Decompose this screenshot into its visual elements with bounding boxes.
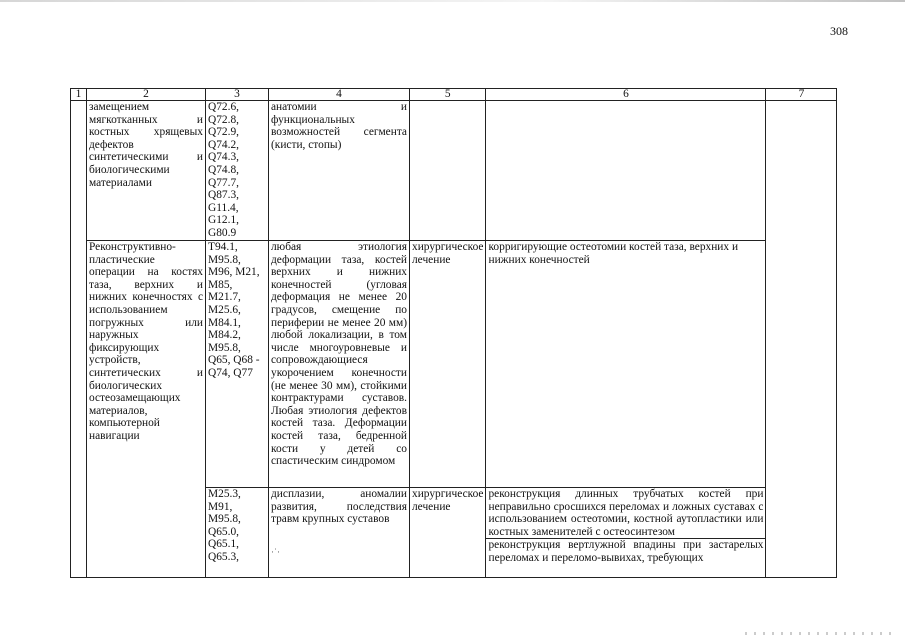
icd-code: Q65.1,: [208, 538, 240, 551]
icd-code: Q72.8,: [208, 113, 240, 126]
icd-code: M95.8,: [208, 253, 241, 266]
treatment-method-cell: [486, 488, 766, 578]
icd-code: Q74.2,: [208, 138, 240, 151]
table-header-row: [71, 89, 837, 101]
icd-code: G12.1,: [208, 214, 240, 227]
header-cell: 6: [486, 89, 766, 101]
treatment-method-cell: корригирующие остеотомии костей таза, верхних и нижних конечностей: [486, 241, 766, 488]
icd-code: M21.7,: [208, 291, 241, 304]
icd-code: Q74.3,: [208, 151, 240, 164]
icd-code: T94.1,: [208, 241, 238, 253]
patient-model-cell: любая этиология деформации таза, костей верхних и нижних конечностей (угловая деформация не менее 20 градусов, смещение по периферии не менее 20 мм) любой локализации, в том числе многоуровневые и сопровождающиеся укорочением конечности (не менее 30 мм), стойкими контрактурами суставов. Любая этиология дефектов костей таза. Деформации костей таза, бедренной кости у детей со спастическим синдромом: [269, 241, 410, 488]
header-cell: 2: [87, 89, 206, 101]
icd-code: M91,: [208, 500, 233, 513]
table-row: [71, 101, 837, 241]
page-number: 308: [830, 24, 848, 38]
patient-model-cell: дисплазии, аномалии развития, последствия травм крупных суставов: [269, 488, 410, 578]
table-row: [71, 241, 837, 488]
icd-code: M84.1,: [208, 316, 241, 329]
scan-edge-specks: [745, 632, 895, 635]
icd-code: G80.9: [208, 226, 237, 239]
icd-code: Q77.7,: [208, 176, 240, 189]
header-cell: 4: [269, 89, 410, 101]
icd-code: M96, M21,: [208, 266, 260, 279]
icd-codes-cell: [206, 488, 269, 578]
icd-code: Q72.6,: [208, 101, 240, 113]
treatment-type-cell: хирургическое лечение: [410, 488, 486, 578]
scan-speck: ·˙·: [271, 547, 280, 557]
header-cell: 7: [766, 89, 837, 101]
row-number-cell: [71, 101, 87, 578]
icd-code: M84.2,: [208, 329, 241, 342]
icd-code: G11.4,: [208, 201, 239, 214]
icd-code: Q65.0,: [208, 525, 240, 538]
icd-code: Q72.9,: [208, 126, 240, 139]
icd-code: M85,: [208, 278, 233, 291]
patient-model-cell: анатомии и функциональных возможностей сегмента (кисти, стопы): [269, 101, 410, 241]
icd-code: Q87.3,: [208, 189, 240, 202]
method-name-cell: замещением мягкотканных и костных хрящевых дефектов синтетическими и биологическими материалами: [87, 101, 206, 241]
header-cell: 3: [206, 89, 269, 101]
icd-code: M25.3,: [208, 488, 241, 500]
icd-codes-cell: [206, 101, 269, 241]
header-cell: 1: [71, 89, 87, 101]
icd-code: M95.8,: [208, 513, 241, 526]
treatment-type-cell: хирургическое лечение: [410, 241, 486, 488]
treatment-method-cell: [486, 101, 766, 241]
icd-code: Q74.8,: [208, 163, 240, 176]
header-cell: 5: [410, 89, 486, 101]
scan-edge-line: [0, 0, 905, 2]
icd-code: M95.8,: [208, 341, 241, 354]
treatment-type-cell: [410, 101, 486, 241]
icd-code: M25.6,: [208, 303, 241, 316]
icd-code: Q65, Q68 -: [208, 354, 260, 367]
treatment-method-item: реконструкция длинных трубчатых костей при неправильно сросшихся переломах и ложных суставах с использованием остеотомии, костной аутопластики или костных заменителей с остеосинтезом: [488, 488, 764, 538]
cost-cell: [766, 101, 837, 578]
icd-code: Q74, Q77: [208, 366, 253, 379]
method-name-cell: Реконструктивно-пластические операции на костях таза, верхних и нижних конечностях с использованием погружных или наружных фиксирующих устройств, синтетических и биологических остеозамещающих материалов, компьютерной навигации: [87, 241, 206, 578]
treatment-method-item: реконструкция вертлужной впадины при застарелых переломах и переломо-вывихах, требующих: [488, 539, 764, 564]
icd-codes-cell: [206, 241, 269, 488]
vmp-table: [70, 88, 837, 578]
icd-code: Q65.3,: [208, 550, 240, 563]
